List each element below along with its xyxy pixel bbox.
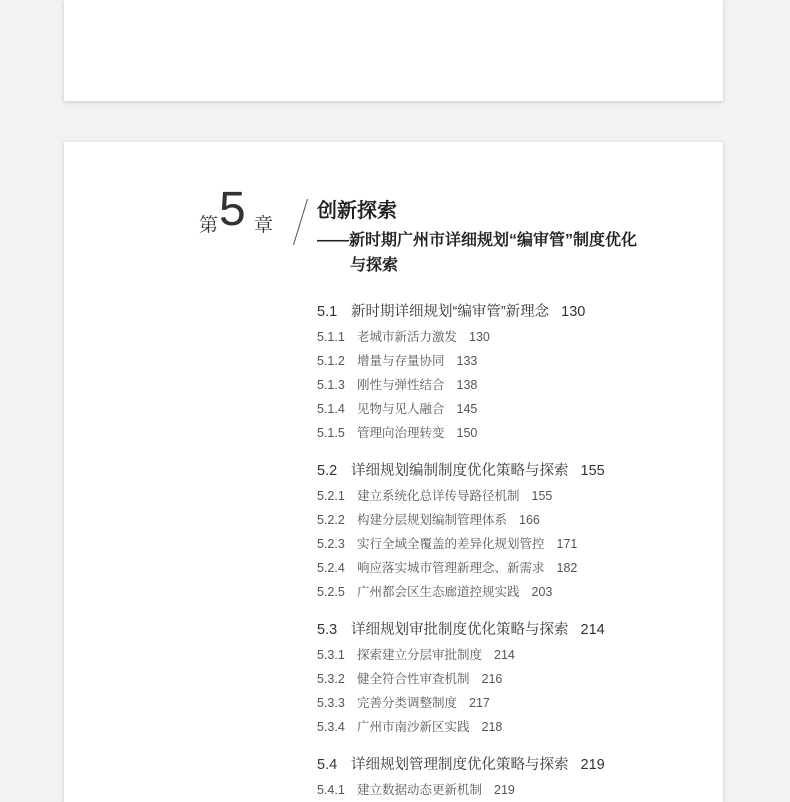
chapter-prefix: 第 [199,215,219,236]
toc-entry-page: 203 [531,585,553,599]
toc-entry-page: 219 [494,783,515,797]
toc-entry-page: 150 [456,426,478,440]
toc-entry-page: 216 [481,672,503,686]
toc-entry [317,459,605,480]
toc-entry-number: 5.2.1 [317,489,345,503]
toc-entry-page: 145 [456,402,478,416]
toc-entry-title: 详细规划管理制度优化策略与探索 [351,757,569,773]
toc-entry-page: 138 [456,378,478,392]
toc-entry [317,618,605,639]
toc-entry-number: 5.4 [317,757,338,773]
toc-entry-title: 见物与见人融合 [357,402,445,416]
toc-entry-number: 5.2.5 [317,585,345,599]
toc-entry [317,669,502,687]
toc-entry-number: 5.3.4 [317,720,345,734]
toc-entry-number: 5.3.2 [317,672,345,686]
toc-entry-page: 182 [556,561,578,575]
toc-entry-title: 响应落实城市管理新理念、新需求 [357,561,545,575]
toc-entry-number: 5.3.3 [317,696,345,710]
toc-entry-title: 完善分类调整制度 [357,696,458,710]
toc-entry-title: 增量与存量协同 [357,354,445,368]
toc-entry [317,510,540,528]
toc-entry-page: 214 [494,648,515,662]
toc-entry [317,753,605,774]
toc-entry-number: 5.1.2 [317,354,345,368]
toc-entry-number: 5.3.1 [317,648,345,662]
previous-page [64,0,723,101]
chapter-subtitle: ——新时期广州市详细规划“编审管”制度优化 [317,232,638,249]
toc-entry-title: 老城市新活力激发 [357,330,458,344]
toc-entry-title: 实行全域全覆盖的差异化规划管控 [357,537,545,551]
toc-entry-page: 171 [556,537,578,551]
toc-entry-number: 5.1.3 [317,378,345,392]
toc-entry-page: 218 [481,720,503,734]
toc-entry [317,486,552,504]
toc-entry-title: 探索建立分层审批制度 [357,648,483,662]
toc-entry [317,780,515,798]
toc-entry [317,693,490,711]
toc-entry [317,582,552,600]
chapter-number: 5 [219,183,246,236]
toc-entry-number: 5.2.3 [317,537,345,551]
toc-entry-title: 详细规划审批制度优化策略与探索 [351,622,569,638]
toc-entry-page: 130 [469,330,490,344]
toc-entry-number: 5.2.2 [317,513,345,527]
toc-entry-title: 广州市南沙新区实践 [357,720,470,734]
toc-entry [317,399,477,417]
toc-entry [317,645,515,663]
toc-entry-number: 5.1.5 [317,426,345,440]
toc-entry-title: 新时期详细规划“编审管”新理念 [351,304,550,320]
toc-entry-number: 5.1.4 [317,402,345,416]
toc-entry-page: 155 [580,463,605,479]
toc-entry [317,351,477,369]
toc-entry-number: 5.3 [317,622,338,638]
toc-entry-page: 155 [531,489,553,503]
toc-entry-page: 166 [519,513,540,527]
chapter-title: 创新探索 [317,200,397,222]
toc-entry-title: 详细规划编制制度优化策略与探索 [351,463,569,479]
toc-entry-number: 5.1.1 [317,330,345,344]
toc-entry-page: 133 [456,354,478,368]
divider-slash [293,199,308,245]
chapter-subtitle-cont: 与探索 [350,257,399,274]
toc-entry-page: 130 [561,304,586,320]
toc-entry-title: 建立数据动态更新机制 [357,783,483,797]
toc-entry-number: 5.2 [317,463,338,479]
toc-entry-title: 构建分层规划编制管理体系 [357,513,508,527]
toc-entry-page: 217 [469,696,490,710]
toc-entry-number: 5.2.4 [317,561,345,575]
toc-entry-title: 广州都会区生态廊道控规实践 [357,585,520,599]
toc-entry-title: 建立系统化总详传导路径机制 [357,489,520,503]
toc-entry [317,327,490,345]
chapter-suffix: 章 [254,215,274,236]
toc-entry [317,558,577,576]
toc-entry-number: 5.1 [317,304,338,320]
toc-entry-page: 219 [580,757,605,773]
toc-entry [317,375,477,393]
toc-entry [317,534,577,552]
toc-entry-page: 214 [580,622,605,638]
toc-entry [317,717,502,735]
toc-page [64,142,723,802]
toc-entry-title: 管理向治理转变 [357,426,445,440]
toc-entry [317,423,477,441]
toc-entry-title: 健全符合性审查机制 [357,672,470,686]
toc-entry-number: 5.4.1 [317,783,345,797]
toc-entry-title: 刚性与弹性结合 [357,378,445,392]
toc-entry [317,300,585,321]
